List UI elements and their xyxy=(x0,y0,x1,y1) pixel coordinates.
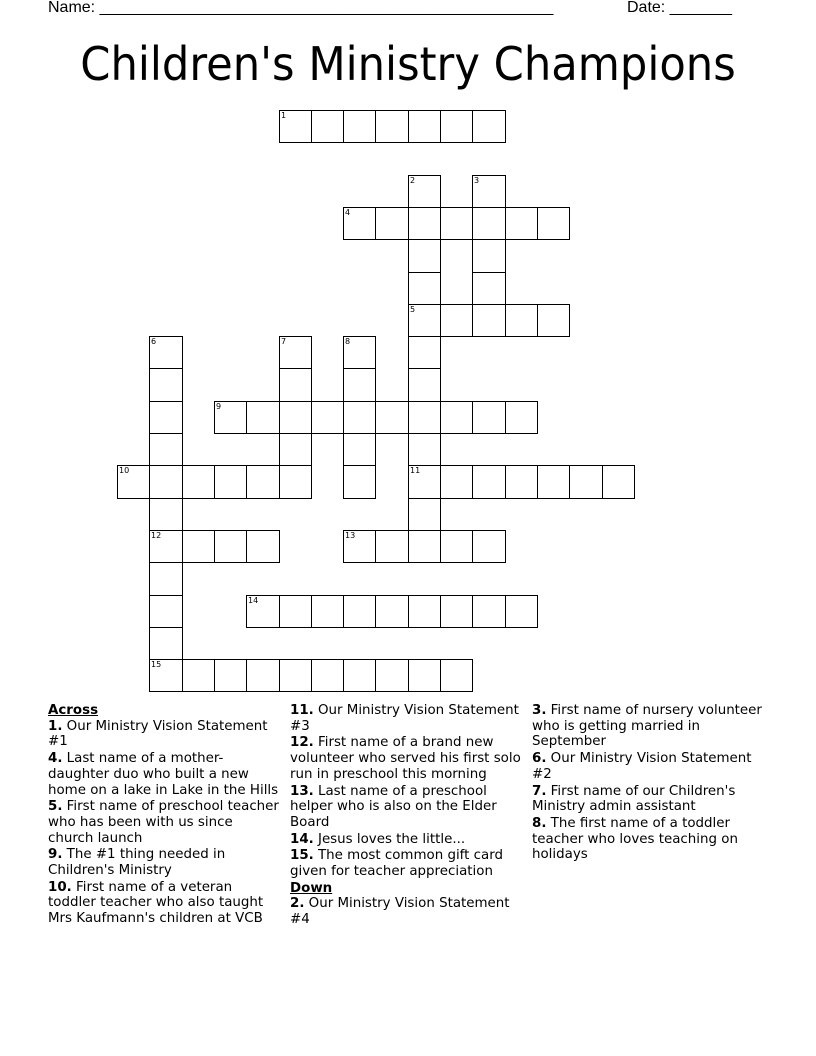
grid-cell[interactable] xyxy=(117,465,150,499)
clue-number: 5 xyxy=(410,305,416,314)
clue-across-15: 15. The most common gift card given for teacher appreciation xyxy=(290,848,503,880)
grid-cell[interactable] xyxy=(408,498,441,531)
date-line[interactable]: Date: _______ xyxy=(627,0,732,16)
grid-cell[interactable] xyxy=(472,304,506,337)
grid-cell[interactable] xyxy=(472,239,506,273)
clue-number: 8 xyxy=(345,337,351,346)
clue-across-14: 14. Jesus loves the little... xyxy=(290,831,466,847)
clue-number: 10 xyxy=(119,466,130,475)
clue-number: 4 xyxy=(345,208,351,217)
grid-cell[interactable] xyxy=(279,336,312,369)
clue-down-3: 3. First name of nursery volunteer who is getting married in September xyxy=(532,703,762,750)
grid-cell[interactable] xyxy=(408,304,441,337)
grid-cell[interactable] xyxy=(279,110,312,143)
grid-cell[interactable] xyxy=(408,595,441,628)
grid-cell[interactable] xyxy=(279,659,312,692)
clue-number: 3 xyxy=(474,176,480,185)
grid-cell[interactable] xyxy=(472,207,506,240)
grid-cell[interactable] xyxy=(408,401,441,434)
grid-cell[interactable] xyxy=(149,595,183,628)
clues-column-2 xyxy=(290,703,522,929)
grid-cell[interactable] xyxy=(505,401,538,434)
clue-number: 14 xyxy=(248,596,259,605)
grid-cell[interactable] xyxy=(375,401,409,434)
clue-number: 11 xyxy=(410,466,421,475)
clue-number: 1 xyxy=(281,111,287,120)
grid-cell[interactable] xyxy=(343,530,376,563)
grid-cell[interactable] xyxy=(311,401,344,434)
grid-cell[interactable] xyxy=(505,465,538,499)
grid-cell[interactable] xyxy=(440,465,473,499)
grid-cell[interactable] xyxy=(472,110,506,143)
grid-cell[interactable] xyxy=(246,595,280,628)
clue-number: 6 xyxy=(151,337,157,346)
grid-cell[interactable] xyxy=(537,465,570,499)
grid-cell[interactable] xyxy=(472,272,506,305)
name-line[interactable]: Name: ___________________________________________________ xyxy=(48,0,554,16)
clue-number: 9 xyxy=(216,402,222,411)
grid-cell[interactable] xyxy=(246,401,280,434)
clue-across-4: 4. Last name of a mother-daughter duo who built a new home on a lake in Lake in the Hills xyxy=(48,751,279,798)
grid-cell[interactable] xyxy=(569,465,603,499)
grid-cell[interactable] xyxy=(375,595,409,628)
grid-cell[interactable] xyxy=(408,272,441,305)
grid-cell[interactable] xyxy=(343,659,376,692)
clue-number: 13 xyxy=(345,531,356,540)
clue-down-8: 8. The first name of a toddler teacher who loves teaching on holidays xyxy=(532,815,738,863)
grid-cell[interactable] xyxy=(408,336,441,369)
grid-cell[interactable] xyxy=(375,110,409,143)
grid-cell[interactable] xyxy=(343,207,376,240)
grid-cell[interactable] xyxy=(149,530,183,563)
clue-down-7: 7. First name of our Children's Ministry admin assistant xyxy=(532,783,736,815)
grid-cell[interactable] xyxy=(311,110,344,143)
grid-cell[interactable] xyxy=(408,368,441,402)
clue-across-9: 9. The #1 thing needed in Children's Ministry xyxy=(48,847,226,879)
clue-across-10: 10. First name of a veteran toddler teacher who also taught Mrs Kaufmann's children at VCB xyxy=(48,879,264,927)
grid-cell[interactable] xyxy=(472,175,506,208)
across-heading: Across xyxy=(48,703,99,718)
grid-cell[interactable] xyxy=(375,530,409,563)
clue-down-2: 2. Our Ministry Vision Statement #4 xyxy=(290,896,510,928)
grid-cell[interactable] xyxy=(472,595,506,628)
grid-cell[interactable] xyxy=(279,401,312,434)
grid-cell[interactable] xyxy=(343,401,376,434)
grid-cell[interactable] xyxy=(440,304,473,337)
grid-cell[interactable] xyxy=(440,530,473,563)
grid-cell[interactable] xyxy=(311,595,344,628)
clue-number: 12 xyxy=(151,531,162,540)
clue-across-1: 1. Our Ministry Vision Statement #1 xyxy=(48,718,268,750)
grid-cell[interactable] xyxy=(214,530,247,563)
grid-cell[interactable] xyxy=(375,207,409,240)
grid-cell[interactable] xyxy=(408,659,441,692)
clue-across-5: 5. First name of preschool teacher who has been with us since church launch xyxy=(48,799,279,846)
grid-cell[interactable] xyxy=(408,239,441,273)
grid-cell[interactable] xyxy=(440,595,473,628)
grid-cell[interactable] xyxy=(149,498,183,531)
grid-cell[interactable] xyxy=(408,207,441,240)
clue-across-13: 13. Last name of a preschool helper who is also on the Elder Board xyxy=(290,783,497,830)
grid-cell[interactable] xyxy=(440,110,473,143)
grid-cell[interactable] xyxy=(279,368,312,402)
grid-cell[interactable] xyxy=(408,465,441,499)
grid-cell[interactable] xyxy=(149,562,183,596)
grid-cell[interactable] xyxy=(214,401,247,434)
grid-cell[interactable] xyxy=(343,433,376,466)
grid-cell[interactable] xyxy=(279,595,312,628)
grid-cell[interactable] xyxy=(343,336,376,369)
grid-cell[interactable] xyxy=(149,336,183,369)
grid-cell[interactable] xyxy=(343,368,376,402)
grid-cell[interactable] xyxy=(149,368,183,402)
grid-cell[interactable] xyxy=(149,465,183,499)
grid-cell[interactable] xyxy=(149,627,183,660)
grid-cell[interactable] xyxy=(505,304,538,337)
grid-cell[interactable] xyxy=(505,595,538,628)
grid-cell[interactable] xyxy=(472,401,506,434)
grid-cell[interactable] xyxy=(375,659,409,692)
grid-cell[interactable] xyxy=(408,530,441,563)
clue-number: 2 xyxy=(410,176,416,185)
down-heading: Down xyxy=(290,880,333,896)
grid-cell[interactable] xyxy=(311,659,344,692)
grid-cell[interactable] xyxy=(408,110,441,143)
grid-cell[interactable] xyxy=(279,433,312,466)
grid-cell[interactable] xyxy=(214,659,247,692)
grid-cell[interactable] xyxy=(440,401,473,434)
grid-cell[interactable] xyxy=(602,465,635,499)
grid-cell[interactable] xyxy=(343,465,376,499)
grid-cell[interactable] xyxy=(279,465,312,499)
grid-cell[interactable] xyxy=(182,465,215,499)
grid-cell[interactable] xyxy=(472,530,506,563)
grid-cell[interactable] xyxy=(149,433,183,466)
grid-cell[interactable] xyxy=(343,110,376,143)
grid-cell[interactable] xyxy=(246,659,280,692)
grid-cell[interactable] xyxy=(214,465,247,499)
grid-cell[interactable] xyxy=(537,304,570,337)
grid-cell[interactable] xyxy=(182,659,215,692)
grid-cell[interactable] xyxy=(182,530,215,563)
clues-column-3 xyxy=(532,703,772,864)
clue-down-6: 6. Our Ministry Vision Statement #2 xyxy=(532,751,752,782)
puzzle-title: Children's Ministry Champions xyxy=(80,37,736,91)
grid-cell[interactable] xyxy=(246,530,280,563)
clue-number: 7 xyxy=(281,337,287,346)
grid-cell[interactable] xyxy=(408,433,441,466)
grid-cell[interactable] xyxy=(149,659,183,692)
grid-cell[interactable] xyxy=(440,207,473,240)
grid-cell[interactable] xyxy=(408,175,441,208)
clue-across-11: 11. Our Ministry Vision Statement #3 xyxy=(290,703,519,734)
grid-cell[interactable] xyxy=(440,659,473,692)
clue-across-12: 12. First name of a brand new volunteer who served his first solo run in preschool this morning xyxy=(290,735,521,782)
grid-cell[interactable] xyxy=(246,465,280,499)
grid-cell[interactable] xyxy=(505,207,538,240)
clue-number: 15 xyxy=(151,660,162,669)
clues-column-1 xyxy=(48,703,280,928)
grid-cell[interactable] xyxy=(472,465,506,499)
grid-cell[interactable] xyxy=(149,401,183,434)
grid-cell[interactable] xyxy=(537,207,570,240)
grid-cell[interactable] xyxy=(343,595,376,628)
